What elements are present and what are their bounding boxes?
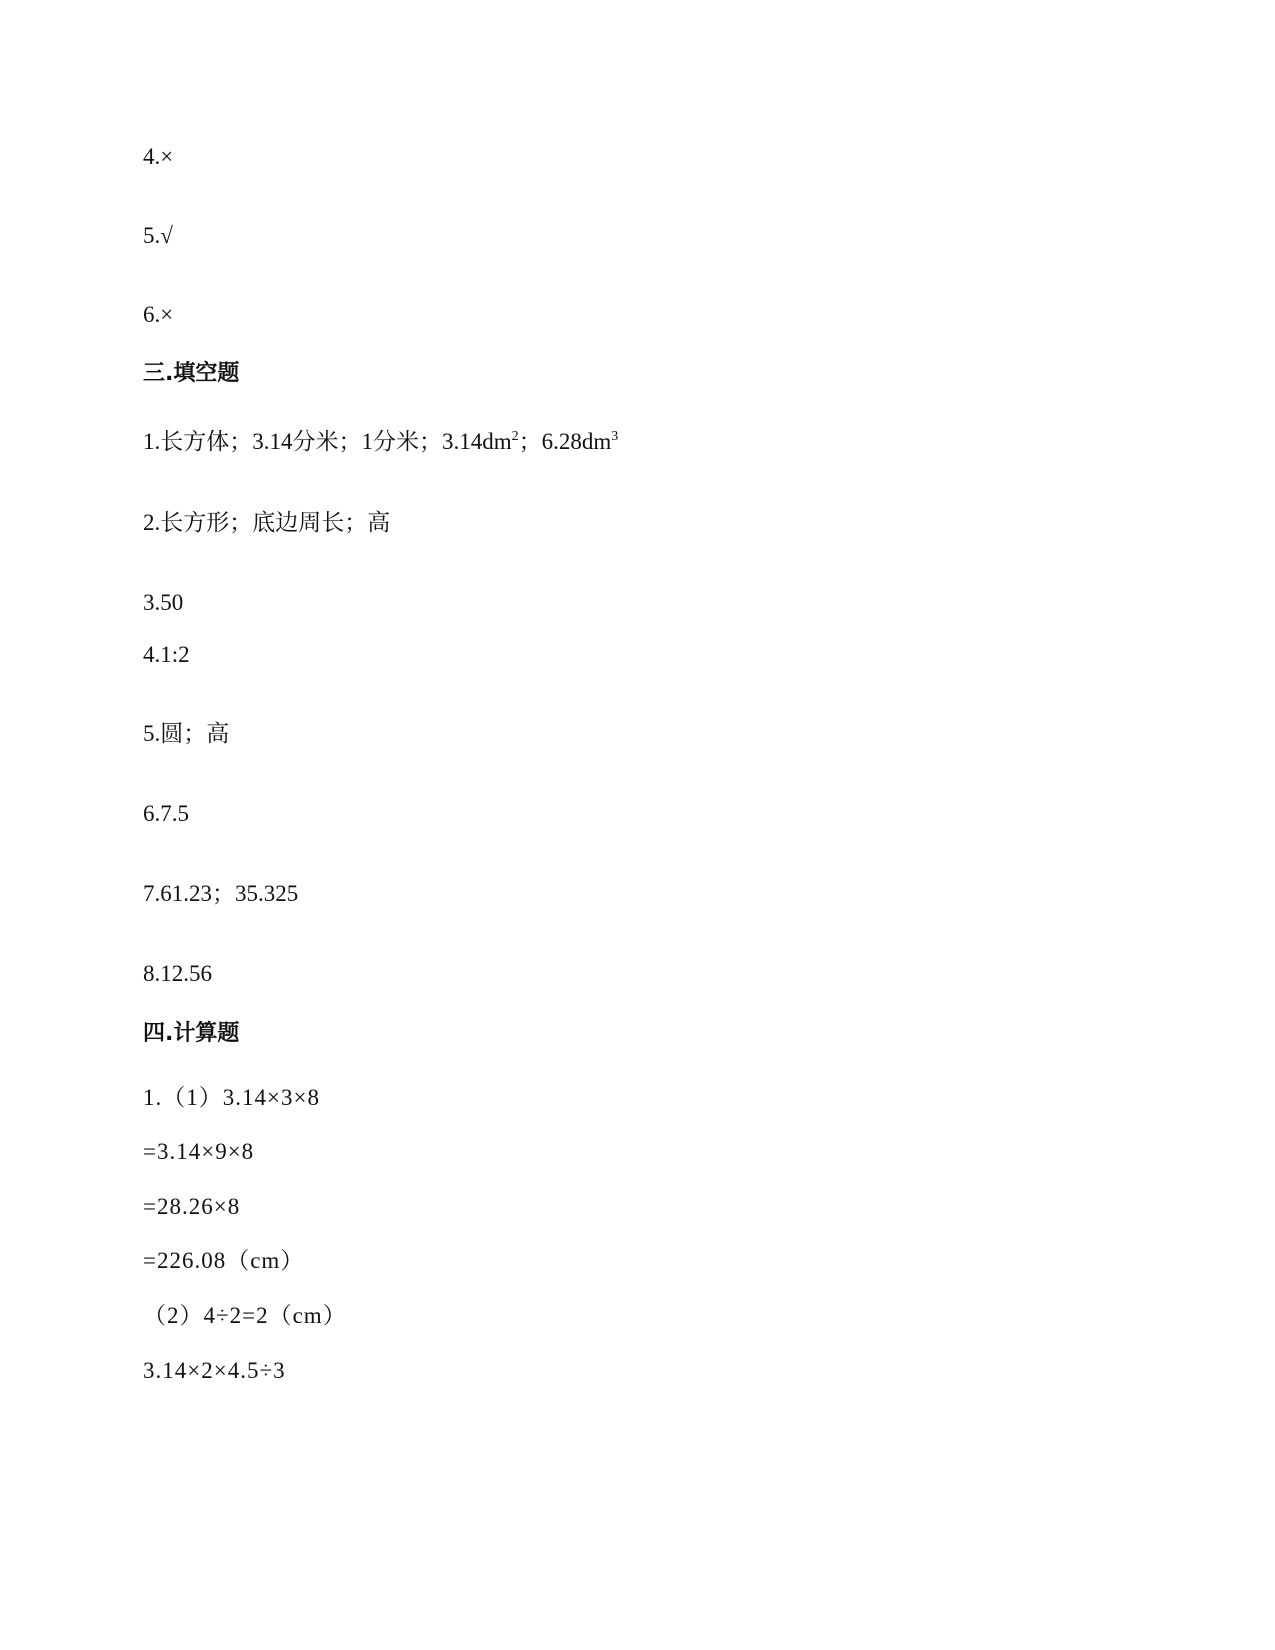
fill-answer-6: 6.7.5: [143, 801, 189, 826]
fill-answer-8: 8.12.56: [143, 961, 212, 986]
judge-answer-4: 4.×: [143, 144, 174, 169]
fill-answer-5: 5.圆；高: [143, 721, 230, 746]
calc-line-1: 1.（1）3.14×3×8: [143, 1085, 320, 1110]
judge-answer-5: 5.√: [143, 223, 173, 248]
section-heading-fill: 三.填空题: [143, 361, 240, 386]
calc-line-5: （2）4÷2=2（cm）: [143, 1303, 347, 1328]
calc-line-4: =226.08（cm）: [143, 1248, 305, 1273]
fill-answer-1-sup-3: 3: [611, 429, 619, 444]
calc-line-6: 3.14×2×4.5÷3: [143, 1358, 286, 1383]
fill-answer-1-part-b: ；6.28dm: [518, 429, 612, 454]
fill-answer-2: 2.长方形；底边周长；高: [143, 510, 391, 535]
judge-answer-6: 6.×: [143, 302, 174, 327]
fill-answer-4: 4.1:2: [143, 642, 190, 667]
fill-answer-1-sup-2: 2: [511, 429, 519, 444]
calc-line-3: =28.26×8: [143, 1194, 241, 1219]
fill-answer-3: 3.50: [143, 590, 184, 615]
fill-answer-7: 7.61.23；35.325: [143, 881, 299, 906]
fill-answer-1: [143, 427, 618, 457]
section-heading-calc: 四.计算题: [143, 1021, 240, 1046]
calc-line-2: =3.14×9×8: [143, 1139, 255, 1164]
fill-answer-1-part-a: 1.长方体；3.14分米；1分米；3.14dm: [143, 429, 512, 454]
